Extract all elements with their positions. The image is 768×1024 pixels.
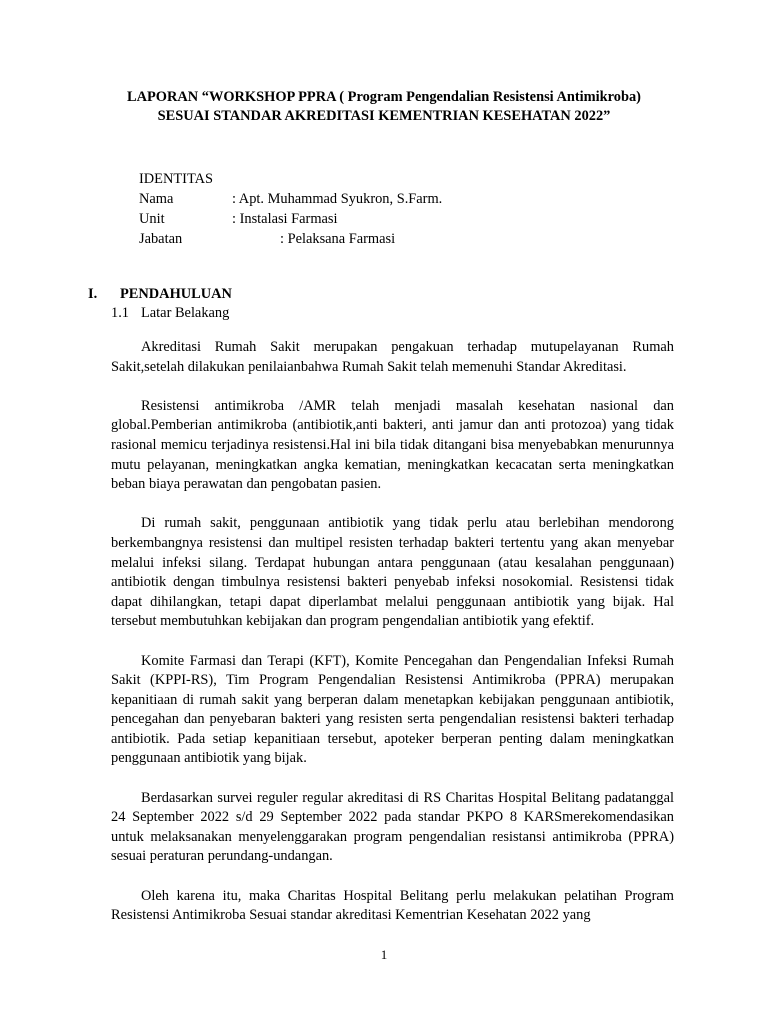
identity-label: Unit [139,211,165,227]
title-line-2: SESUAI STANDAR AKREDITASI KEMENTRIAN KESEHATAN 2022” [157,108,611,124]
section-number: I. [88,286,98,302]
identity-label: Nama [139,191,174,207]
identity-row-jabatan [139,229,396,249]
paragraph: Komite Farmasi dan Terapi (KFT), Komite Pencegahan dan Pengendalian Infeksi Rumah Sakit (KPPI-RS), Tim Program Pengendalian Resistensi Antimikroba (PPRA) merupakan kepanitiaan di rumah sakit yang berperan dalam menetapkan kebijakan penggunaan antibiotik, pencegahan dan penyebaran bakteri yang resisten serta pengendalian resistensi bakteri terhadap antibiotik. Pada setiap kepanitiaan tersebut, apoteker berperan penting dalam meningkatkan penggunaan antibiotik yang bijak. [111,652,674,767]
subsection-title: Latar Belakang [141,305,230,321]
page-number: 1 [380,947,388,962]
body-text [111,338,674,945]
paragraph: Berdasarkan survei reguler regular akreditasi di RS Charitas Hospital Belitang padatanggal 24 September 2022 s/d 29 September 2022 pada standar PKPO 8 KARSmerekomendasikan untuk melaksanakan menyelenggarakan program pengendalian resistansi antimikroba (PPRA) sesuai peraturan perundang-undangan. [111,789,674,865]
identity-label: Jabatan [139,231,183,247]
identity-value: : Pelaksana Farmasi [280,231,396,247]
identity-heading: IDENTITAS [139,171,213,187]
identity-block [139,169,443,249]
identity-value: : Instalasi Farmasi [232,211,338,227]
subsection-number: 1.1 [111,305,129,321]
section-title: PENDAHULUAN [120,286,232,302]
identity-row-nama [139,189,443,209]
document-title [60,88,708,126]
paragraph: Oleh karena itu, maka Charitas Hospital Belitang perlu melakukan pelatihan Program Resistensi Antimikroba Sesuai standar akreditasi Kementrian Kesehatan 2022 yang [111,887,674,924]
paragraph: Akreditasi Rumah Sakit merupakan pengakuan terhadap mutupelayanan Rumah Sakit,setelah dilakukan penilaianbahwa Rumah Sakit telah memenuhi Standar Akreditasi. [111,339,674,375]
paragraph: Resistensi antimikroba /AMR telah menjadi masalah kesehatan nasional dan global.Pemberian antimikroba (antibiotik,anti bakteri, anti jamur dan anti protozoa) yang tidak rasional memicu terjadinya resistensi.Hal ini bila tidak ditangani bisa menyebabkan menurunnya mutu pelayanan, meningkatkan angka kematian, meningkatkan kecacatan serta meningkatkan beban biaya perawatan dan pengobatan pasien. [111,397,674,493]
identity-value: : Apt. Muhammad Syukron, S.Farm. [232,191,443,207]
paragraph: Di rumah sakit, penggunaan antibiotik yang tidak perlu atau berlebihan mendorong berkembangnya resistensi dan multipel resisten terhadap bakteri tertentu yang akan menyebar melalui infeksi silang. Terdapat hubungan antara penggunaan (atau kesalahan penggunaan) antibiotik dengan timbulnya resistensi bakteri penyebab infeksi nosokomial. Resistensi tidak dapat dihilangkan, tetapi dapat diperlambat melalui penggunaan antibiotik yang bijak. Hal tersebut membutuhkan kebijakan dan program pengendalian antibiotik yang efektif. [111,515,674,630]
identity-row-unit [139,209,338,229]
title-line-1: LAPORAN “WORKSHOP PPRA ( Program Pengendalian Resistensi Antimikroba) [127,89,641,105]
